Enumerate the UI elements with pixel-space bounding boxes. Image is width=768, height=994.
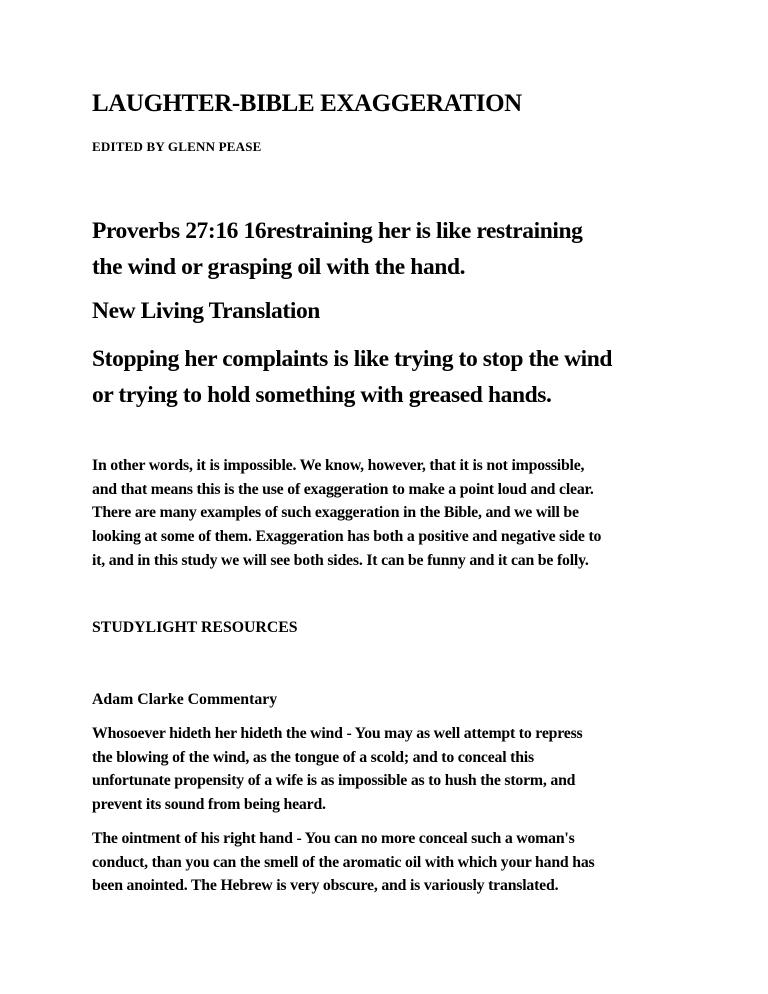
- intro-line: and that means this is the use of exaggeration to make a point loud and clear.: [92, 480, 594, 498]
- commentary-paragraph: [92, 827, 698, 898]
- verse-text: [92, 213, 702, 285]
- editor-credit: EDITED BY GLENN PEASE: [92, 139, 262, 154]
- document-title: LAUGHTER-BIBLE EXAGGERATION: [92, 90, 522, 117]
- verse-line: Proverbs 27:16 16restraining her is like restraining: [92, 218, 583, 244]
- intro-line: In other words, it is impossible. We know, however, that it is not impossible,: [92, 457, 585, 474]
- verse-line: the wind or grasping oil with the hand.: [92, 254, 466, 280]
- commentary-line: The ointment of his right hand - You can no more conceal such a woman's: [92, 830, 575, 847]
- intro-line: There are many examples of such exaggeration in the Bible, and we will be: [92, 504, 579, 522]
- commentary-line: unfortunate propensity of a wife is as impossible as to hush the storm, and: [92, 772, 576, 790]
- paraphrase-text: [92, 341, 702, 413]
- commentary-paragraph: [92, 722, 698, 817]
- paraphrase-line: Stopping her complaints is like trying to stop the wind: [92, 346, 613, 372]
- translation-name: New Living Translation: [92, 298, 320, 324]
- intro-paragraph: [92, 454, 698, 573]
- commentary-line: Whosoever hideth her hideth the wind - You may as well attempt to repress: [92, 725, 583, 742]
- commentary-line: prevent its sound from being heard.: [92, 796, 326, 814]
- commentary-title: Adam Clarke Commentary: [92, 691, 278, 708]
- commentary-line: the blowing of the wind, as the tongue of a scold; and to conceal this: [92, 748, 534, 766]
- paraphrase-line: or trying to hold something with greased hands.: [92, 382, 552, 408]
- intro-line: it, and in this study we will see both sides. It can be funny and it can be folly.: [92, 551, 589, 569]
- intro-line: looking at some of them. Exaggeration has both a positive and negative side to: [92, 528, 602, 546]
- commentary-line: been anointed. The Hebrew is very obscure, and is variously translated.: [92, 877, 559, 895]
- section-heading: STUDYLIGHT RESOURCES: [92, 619, 298, 636]
- commentary-line: conduct, than you can the smell of the aromatic oil with which your hand has: [92, 853, 595, 871]
